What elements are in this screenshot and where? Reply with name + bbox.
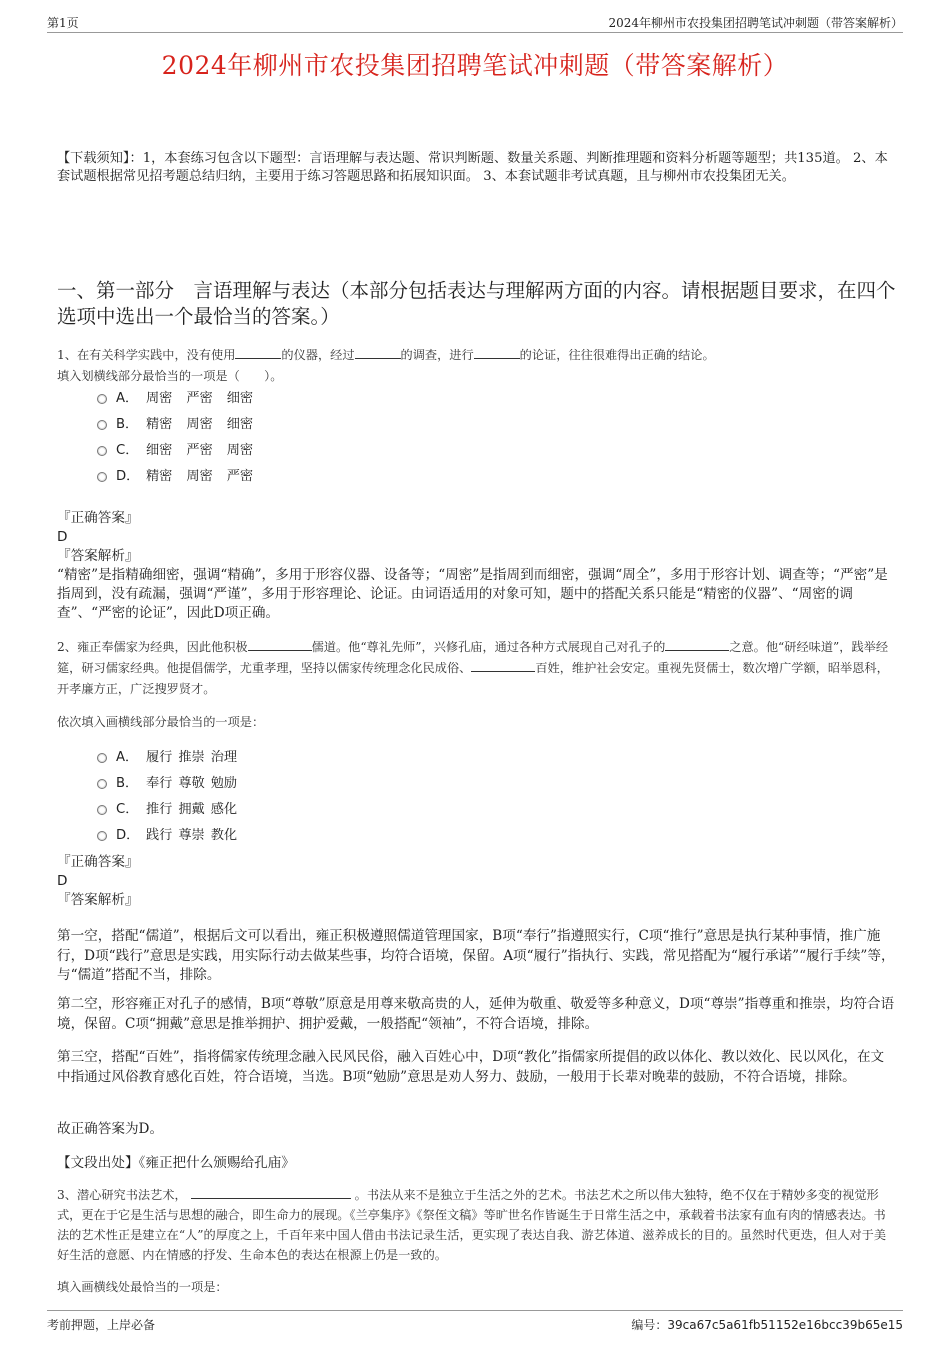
option-word: 细密 [146,443,173,458]
question-1-options [97,386,267,490]
option-word: 严密 [226,469,254,484]
option-letter: B． [116,417,139,432]
q3-text-a: 3、潜心研究书法艺术， [57,1188,187,1202]
source-citation: 【文段出处】《雍正把什么颁赐给孔庙》 [57,1155,295,1171]
option-word: 周密 [226,443,254,458]
header-doc-title: 2024年柳州市农投集团招聘笔试冲刺题（带答案解析） [608,16,903,30]
question-1 [57,345,897,387]
answer-label: 『正确答案』 [57,510,139,526]
question-2-prompt: 依次填入画横线部分最恰当的一项是： [57,715,265,729]
option-word: 细密 [226,417,254,432]
radio-icon[interactable] [97,831,107,841]
blank [355,346,401,359]
analysis-paragraph-3: 第三空，搭配“百姓”，指将儒家传统理念融入民风民俗，融入百姓心中，D项“教化”指儒家所提倡的政以体化、教以效化、民以风化，在文中指通过风俗教育感化百姓，符合语境，当选。B项“勉励”意思是劝人努力、鼓励，一般用于长辈对晚辈的鼓励，不符合语境，排除。 [57,1049,885,1085]
option-c[interactable] [97,438,267,464]
blank [474,346,520,359]
download-notice: 【下载须知】：1，本套练习包含以下题型：言语理解与表达题、常识判断题、数量关系题、判断推理题和资料分析题等题型；共135道。 2、本套试题根据常见招考题总结归纳，主要用于练习答题思路和拓展知识面。 3、本套试题非考试真题，且与柳州市农投集团无关。 [57,151,888,184]
question-1-stem [57,345,897,366]
q1-text-c: 的调查，进行 [400,348,474,362]
section-heading: 一、第一部分 言语理解与表达（本部分包括表达与理解两方面的内容。请根据题目要求，在四个选项中选出一个最恰当的答案。） [57,279,896,328]
option-letter: D． [116,469,140,484]
option-a[interactable] [97,745,251,771]
question-1-answer [57,509,897,623]
radio-icon[interactable] [97,394,107,404]
question-2 [57,637,897,733]
option-word: 履行 [146,750,173,765]
q2-text-d: 百姓，维护社会安定。重视先贤儒士，数次增广学额，昭举恩科，开孝廉方正，广泛搜罗贤才。 [57,661,889,696]
option-word: 周密 [186,417,213,432]
option-letter: A． [116,750,139,765]
correct-answer: D [57,873,68,889]
option-word: 感化 [210,802,238,817]
page-number: 第1页 [47,16,79,30]
option-word: 推行 [146,802,173,817]
option-word: 细密 [226,391,254,406]
q2-text-b: 儒道。他“尊礼先师”，兴修孔庙，通过各种方式展现自己对孔子的 [311,640,666,654]
radio-icon[interactable] [97,446,107,456]
correct-answer: D [57,529,68,545]
q2-text-c: 之意。他“研经味道”，践举经筵，研习儒家经典。他提倡儒学，尤重孝理，坚持以儒家传统理念化民成俗、 [57,640,889,675]
option-a[interactable] [97,386,267,412]
radio-icon[interactable] [97,805,107,815]
page-footer [47,1310,903,1333]
question-2-answer [57,853,897,910]
radio-icon[interactable] [97,753,107,763]
option-word: 精密 [146,417,173,432]
q1-text-d: 的论证，往往很难得出正确的结论。 [519,348,715,362]
footer-slogan: 考前押题，上岸必备 [47,1318,156,1332]
question-3 [57,1185,897,1297]
q1-text-b: 的仪器，经过 [281,348,355,362]
footer-code-label: 编号： [631,1318,668,1332]
q3-text-b: 。书法从来不是独立于生活之外的艺术。书法艺术之所以伟大独特，绝不仅在于精妙多变的视觉形式，更在于它是生活与思想的融合，即生命力的展现。《兰亭集序》《祭侄文稿》等旷世名作皆诞生于日常生活之中，承载着书法家有血有肉的情感表达。书法的艺术性正是建立在“人”的厚度之上，千百年来中国人借由书法记录生活，更实现了表达自我、游艺体道、滋养成长的目的。虽然时代更迭，但人对于美好生活的意愿、内在情感的抒发、生命本色的表达在根源上仍是一致的。 [57,1188,887,1262]
option-word: 周密 [186,469,213,484]
option-word: 践行 [146,828,173,843]
analysis-label: 『答案解析』 [57,548,139,564]
question-3-prompt: 填入画横线处最恰当的一项是： [57,1280,228,1294]
radio-icon[interactable] [97,420,107,430]
document-title: 2024年柳州市农投集团招聘笔试冲刺题（带答案解析） [161,51,789,80]
analysis-conclusion: 故正确答案为D。 [57,1121,164,1137]
option-word: 奉行 [146,776,173,791]
footer-code [631,1316,903,1333]
analysis-paragraph-1: 第一空，搭配“儒道”，根据后文可以看出，雍正积极遵照儒道管理国家，B项“奉行”指遵照实行，C项“推行”意思是执行某种事情，推广施行，D项“践行”意思是实践，用实际行动去做某些事，均符合语境，保留。A项“履行”指执行、实践，常见搭配为“履行承诺”“履行手续”等，与“儒道”搭配不当，排除。 [57,928,895,983]
option-word: 勉励 [210,776,238,791]
blank [191,1186,351,1199]
radio-icon[interactable] [97,779,107,789]
option-letter: C． [116,443,139,458]
option-b[interactable] [97,412,267,438]
q2-text-a: 2、雍正奉儒家为经典，因此他积极 [57,640,248,654]
question-2-options [97,745,251,849]
blank [665,638,729,651]
analysis-text: “精密”是指精确细密，强调“精确”，多用于形容仪器、设备等；“周密”是指周到而细密，强调“周全”，多用于形容计划、调查等；“严密”是指周到，没有疏漏，强调“严谨”，多用于形容理论、论证。由词语适用的对象可知，题中的搭配关系只能是“精密的仪器”、“周密的调查”、“严密的论证”，因此D项正确。 [57,567,888,621]
option-b[interactable] [97,771,251,797]
option-word: 严密 [186,443,213,458]
blank [235,346,281,359]
option-word: 严密 [186,391,213,406]
analysis-label: 『答案解析』 [57,892,139,908]
option-word: 拥戴 [178,802,205,817]
analysis-paragraph-2: 第二空，形容雍正对孔子的感情，B项“尊敬”原意是用尊来敬高贵的人，延伸为敬重、敬爱等多种意义，D项“尊崇”指尊重和推崇，均符合语境，保留。C项“拥戴”意思是推举拥护、拥护爱戴，一般搭配“领袖”，不符合语境，排除。 [57,996,895,1032]
option-d[interactable] [97,823,251,849]
option-letter: B． [116,776,139,791]
question-2-stem [57,637,897,700]
option-letter: A． [116,391,139,406]
option-letter: C． [116,802,139,817]
option-letter: D． [116,828,140,843]
radio-icon[interactable] [97,472,107,482]
option-word: 周密 [146,391,173,406]
answer-label: 『正确答案』 [57,854,139,870]
option-word: 推崇 [178,750,205,765]
question-3-stem [57,1185,897,1265]
option-c[interactable] [97,797,251,823]
page-header [47,14,903,33]
q1-text-a: 1、在有关科学实践中，没有使用 [57,348,236,362]
blank [471,659,535,672]
option-d[interactable] [97,464,267,490]
option-word: 教化 [210,828,238,843]
option-word: 尊敬 [178,776,205,791]
option-word: 尊崇 [178,828,205,843]
blank [248,638,312,651]
option-word: 治理 [210,750,238,765]
footer-code-value: 39ca67c5a61fb51152e16bcc39b65e15 [667,1318,903,1332]
question-1-prompt: 填入划横线部分最恰当的一项是（ ）。 [57,369,283,383]
option-word: 精密 [146,469,173,484]
